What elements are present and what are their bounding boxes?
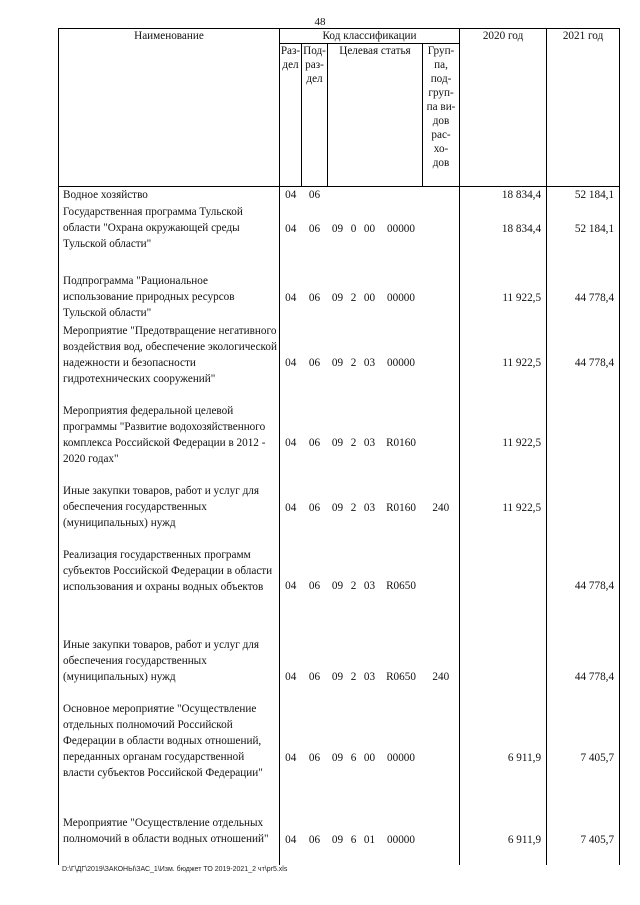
row-amount-2020: 11 922,5: [460, 483, 547, 547]
row-name: Основное мероприятие "Осуществление отдельных полномочий Российской Федерации в области водных отношений, переданных органам государственной власти субъектов Российской Федерации": [59, 701, 280, 815]
header-target-article: Целевая статья: [328, 44, 423, 187]
header-name: Наименование: [59, 29, 280, 187]
row-direction: 00000: [387, 833, 415, 846]
row-name: Государственная программа Тульской области "Охрана окружающей среды Тульской области": [59, 204, 280, 273]
row-subsection: 06: [308, 751, 321, 764]
row-name: Водное хозяйство: [59, 187, 280, 204]
row-name: Мероприятия федеральной целевой программы "Развитие водохозяйственного комплекса Российской Федерации в 2012 - 2020 годах": [59, 403, 280, 483]
row-name: Иные закупки товаров, работ и услуг для обеспечения государственных (муниципальных) нужд: [59, 483, 280, 547]
row-expense-type: 240: [423, 483, 460, 547]
row-section: 04: [285, 670, 297, 683]
table-row: [59, 187, 620, 204]
row-program: 09: [331, 833, 344, 846]
row-direction: R0160: [386, 501, 416, 514]
table-row: [59, 483, 620, 547]
table-row: [59, 637, 620, 701]
row-expense-type: 240: [423, 637, 460, 701]
row-amount-2020: 11 922,5: [460, 323, 547, 403]
row-direction: 00000: [387, 291, 415, 304]
row-program: [328, 187, 348, 204]
row-subprogram: 2: [350, 291, 357, 304]
row-section: 04: [285, 751, 297, 764]
row-direction: R0650: [386, 670, 416, 683]
row-subsection: 06: [308, 579, 321, 592]
row-amount-2021: 44 778,4: [547, 273, 620, 323]
row-subprogram: 6: [350, 751, 357, 764]
table-row: [59, 204, 620, 273]
table-row: [59, 323, 620, 403]
row-direction: R0650: [386, 579, 416, 592]
row-section: 04: [285, 501, 297, 514]
table-row: [59, 403, 620, 483]
row-amount-2020: 18 834,4: [460, 187, 547, 204]
page-number: 48: [314, 16, 326, 28]
row-event: 03: [363, 670, 376, 683]
row-subprogram: 2: [350, 436, 357, 449]
row-expense-type: [423, 815, 460, 865]
row-event: 03: [363, 356, 376, 369]
budget-table: [58, 28, 620, 865]
header-expense-group: Груп- па, под- груп- па ви- дов рас- хо- дов: [423, 44, 460, 187]
row-subsection: 06: [308, 833, 321, 846]
row-section: 04: [285, 356, 297, 369]
row-event: 03: [363, 579, 376, 592]
row-expense-type: [423, 701, 460, 815]
row-amount-2021: 7 405,7: [547, 815, 620, 865]
row-subsection: 06: [308, 189, 321, 201]
row-subsection: 06: [308, 436, 321, 449]
row-name: Мероприятие "Осуществление отдельных полномочий в области водных отношений": [59, 815, 280, 865]
row-amount-2020: 18 834,4: [460, 204, 547, 273]
row-direction: 00000: [387, 223, 415, 235]
row-amount-2021: 7 405,7: [547, 701, 620, 815]
row-program: 09: [331, 751, 344, 764]
row-program: 09: [331, 223, 344, 235]
header-year-2020: 2020 год: [460, 29, 547, 187]
row-event: [360, 187, 380, 204]
row-subprogram: 2: [350, 356, 357, 369]
row-subsection: 06: [308, 291, 321, 304]
row-program: 09: [331, 579, 344, 592]
row-amount-2020: 6 911,9: [460, 701, 547, 815]
row-direction: 00000: [387, 356, 415, 369]
row-event: 00: [363, 223, 376, 235]
row-subsection: 06: [308, 356, 321, 369]
row-section: 04: [285, 291, 297, 304]
row-section: 04: [285, 223, 297, 235]
row-event: 03: [363, 436, 376, 449]
row-subsection: 06: [308, 223, 321, 235]
row-subprogram: 2: [350, 670, 357, 683]
row-expense-type: [423, 204, 460, 273]
row-expense-type: [423, 323, 460, 403]
header-subsection: Под- раз- дел: [302, 44, 328, 187]
table-row: [59, 273, 620, 323]
row-subprogram: 6: [350, 833, 357, 846]
row-subprogram: 0: [350, 223, 357, 235]
row-amount-2020: [460, 637, 547, 701]
row-expense-type: [423, 187, 460, 204]
row-amount-2020: [460, 547, 547, 637]
row-program: 09: [331, 670, 344, 683]
row-amount-2021: [547, 403, 620, 483]
row-amount-2021: 44 778,4: [547, 637, 620, 701]
table-row: [59, 547, 620, 637]
table-row: [59, 815, 620, 865]
row-event: 00: [363, 291, 376, 304]
table-row: [59, 701, 620, 815]
row-name: Иные закупки товаров, работ и услуг для обеспечения государственных (муниципальных) нужд: [59, 637, 280, 701]
row-subprogram: 2: [350, 579, 357, 592]
row-expense-type: [423, 403, 460, 483]
row-section: 04: [285, 833, 297, 846]
row-subprogram: 2: [350, 501, 357, 514]
row-amount-2021: 44 778,4: [547, 323, 620, 403]
file-path-footer: D:\Г\ДГ\2019\ЗАКОНЫ\ЗАС_1\Изм. бюджет ТО 2019-2021_2 чт\pr5.xls: [62, 866, 288, 873]
row-expense-type: [423, 547, 460, 637]
row-amount-2020: 11 922,5: [460, 403, 547, 483]
row-section: 04: [285, 579, 297, 592]
row-amount-2021: 52 184,1: [547, 204, 620, 273]
header-section: Раз- дел: [280, 44, 302, 187]
row-direction: 00000: [387, 751, 415, 764]
row-program: 09: [331, 436, 344, 449]
row-amount-2021: 44 778,4: [547, 547, 620, 637]
row-event: 00: [363, 751, 376, 764]
row-direction: [380, 187, 423, 204]
row-subsection: 06: [308, 670, 321, 683]
header-year-2021: 2021 год: [547, 29, 620, 187]
row-name: Подпрограмма "Рациональное использование природных ресурсов Тульской области": [59, 273, 280, 323]
row-amount-2020: 11 922,5: [460, 273, 547, 323]
row-direction: R0160: [386, 436, 416, 449]
row-program: 09: [331, 501, 344, 514]
row-section: 04: [285, 436, 297, 449]
row-expense-type: [423, 273, 460, 323]
row-program: 09: [331, 356, 344, 369]
row-program: 09: [331, 291, 344, 304]
row-amount-2020: 6 911,9: [460, 815, 547, 865]
row-event: 01: [363, 833, 376, 846]
row-name: Реализация государственных программ субъектов Российской Федерации в области использования и охраны водных объектов: [59, 547, 280, 637]
row-amount-2021: [547, 483, 620, 547]
row-subsection: 06: [308, 501, 321, 514]
row-subprogram: [348, 187, 360, 204]
row-name: Мероприятие "Предотвращение негативного воздействия вод, обеспечение экологической надежности и безопасности гидротехнических сооружений": [59, 323, 280, 403]
row-amount-2021: 52 184,1: [547, 187, 620, 204]
header-classification: Код классификации: [280, 29, 460, 44]
row-event: 03: [363, 501, 376, 514]
row-section: 04: [285, 189, 297, 201]
